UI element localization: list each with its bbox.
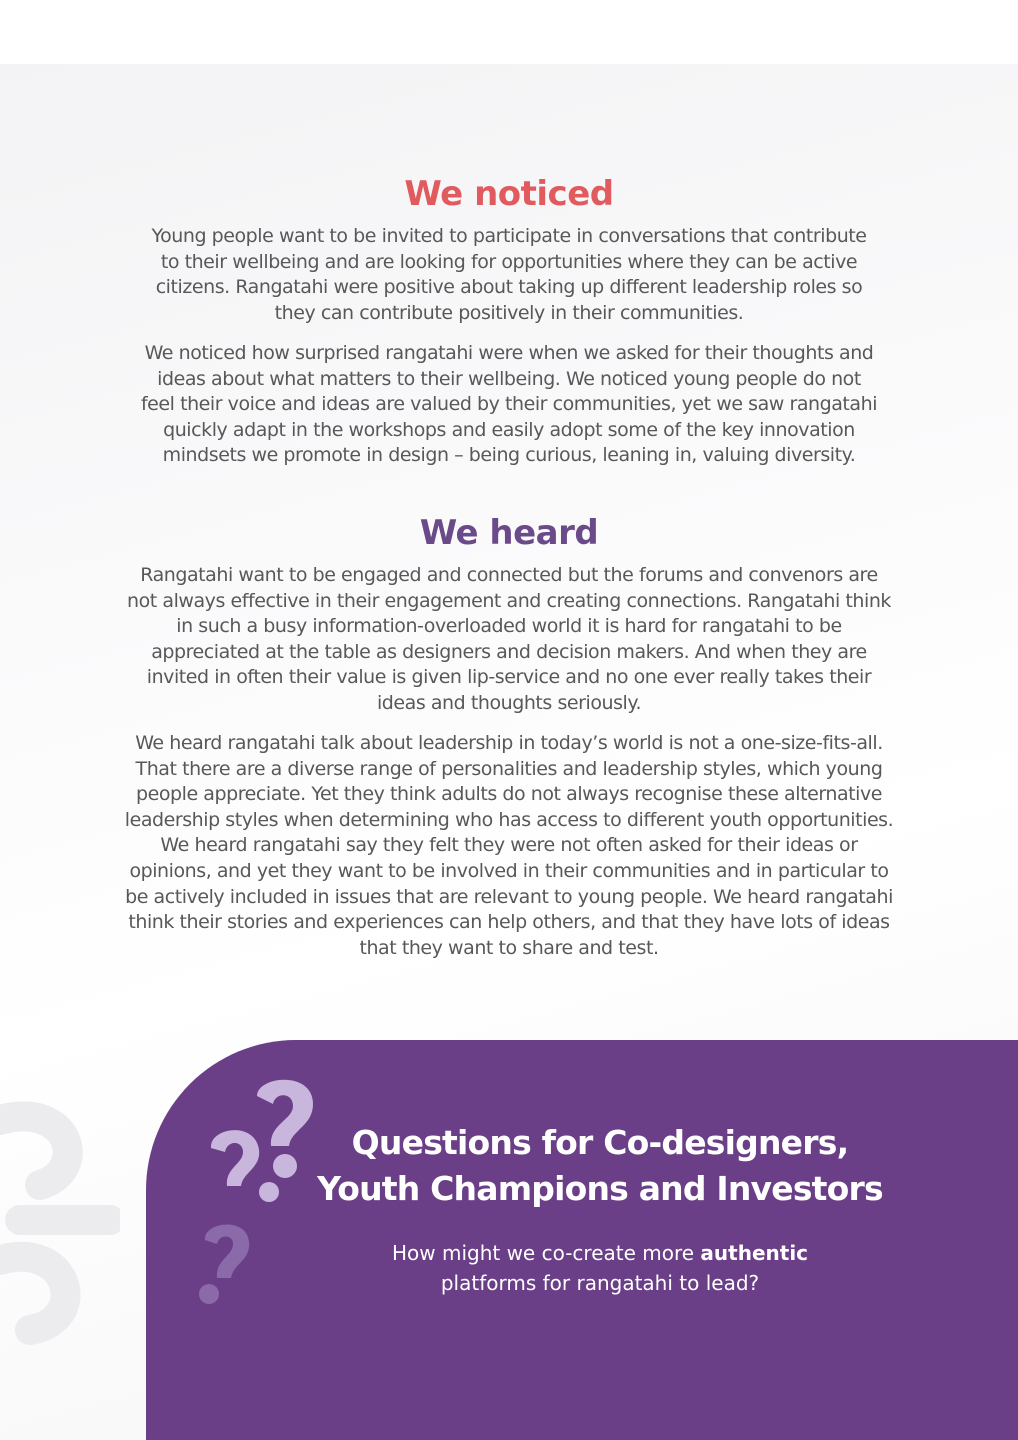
question-prefix: How might we co-create more <box>391 1241 701 1265</box>
we-noticed-heading: We noticed <box>404 174 614 214</box>
question-emphasis: authentic <box>700 1241 809 1265</box>
decorative-koru-pattern-icon <box>0 1090 120 1350</box>
we-noticed-paragraph-2: We noticed how surprised rangatahi were when we asked for their thoughts and ideas about what matters to their wellbeing. We noticed young people do not feel their voice and ideas are valued by their communities, yet we saw rangatahi quickly adapt in the workshops and easily adopt some of the key innovation mindsets we promote in design – being curious, leaning in, valuing diversity. <box>140 342 878 467</box>
we-noticed-paragraph-1: Young people want to be invited to participate in conversations that contribute to their wellbeing and are looking for opportunities where they can be active citizens. Rangatahi were positive about taking up different leadership roles so they can contribute positively in their communities. <box>151 225 867 324</box>
we-heard-paragraph-1: Rangatahi want to be engaged and connected but the forums and convenors are not always effective in their engagement and creating connections. Rangatahi think in such a busy information-overloaded world it is hard for rangatahi to be appreciated at the table as designers and decision makers. And when they are invited in often their value is given lip-service and no one ever really takes their ideas and thoughts seriously. <box>127 564 891 714</box>
question-line-2: platforms for rangatahi to lead? <box>440 1271 760 1295</box>
questions-panel-title-line-2: Youth Champions and Investors <box>317 1169 883 1208</box>
questions-panel-title <box>300 1120 900 1212</box>
questions-panel-title-line-1: Questions for Co-designers, <box>351 1123 849 1162</box>
we-heard-heading: We heard <box>419 513 599 553</box>
we-heard-paragraph-2: We heard rangatahi talk about leadership in today’s world is not a one-size-fits-all. That there are a diverse range of personalities and leadership styles, which young people appreciate. Yet they think adults do not always recognise these alternative leadership styles when determining who has access to different youth opportunities. We heard rangatahi say they felt they were not often asked for their ideas or opinions, and yet they want to be involved in their communities and in particular to be actively included in issues that are relevant to young people. We heard rangatahi think their stories and experiences can help others, and that they have lots of ideas that they want to share and test. <box>124 732 894 959</box>
questions-panel-question <box>330 1238 870 1298</box>
